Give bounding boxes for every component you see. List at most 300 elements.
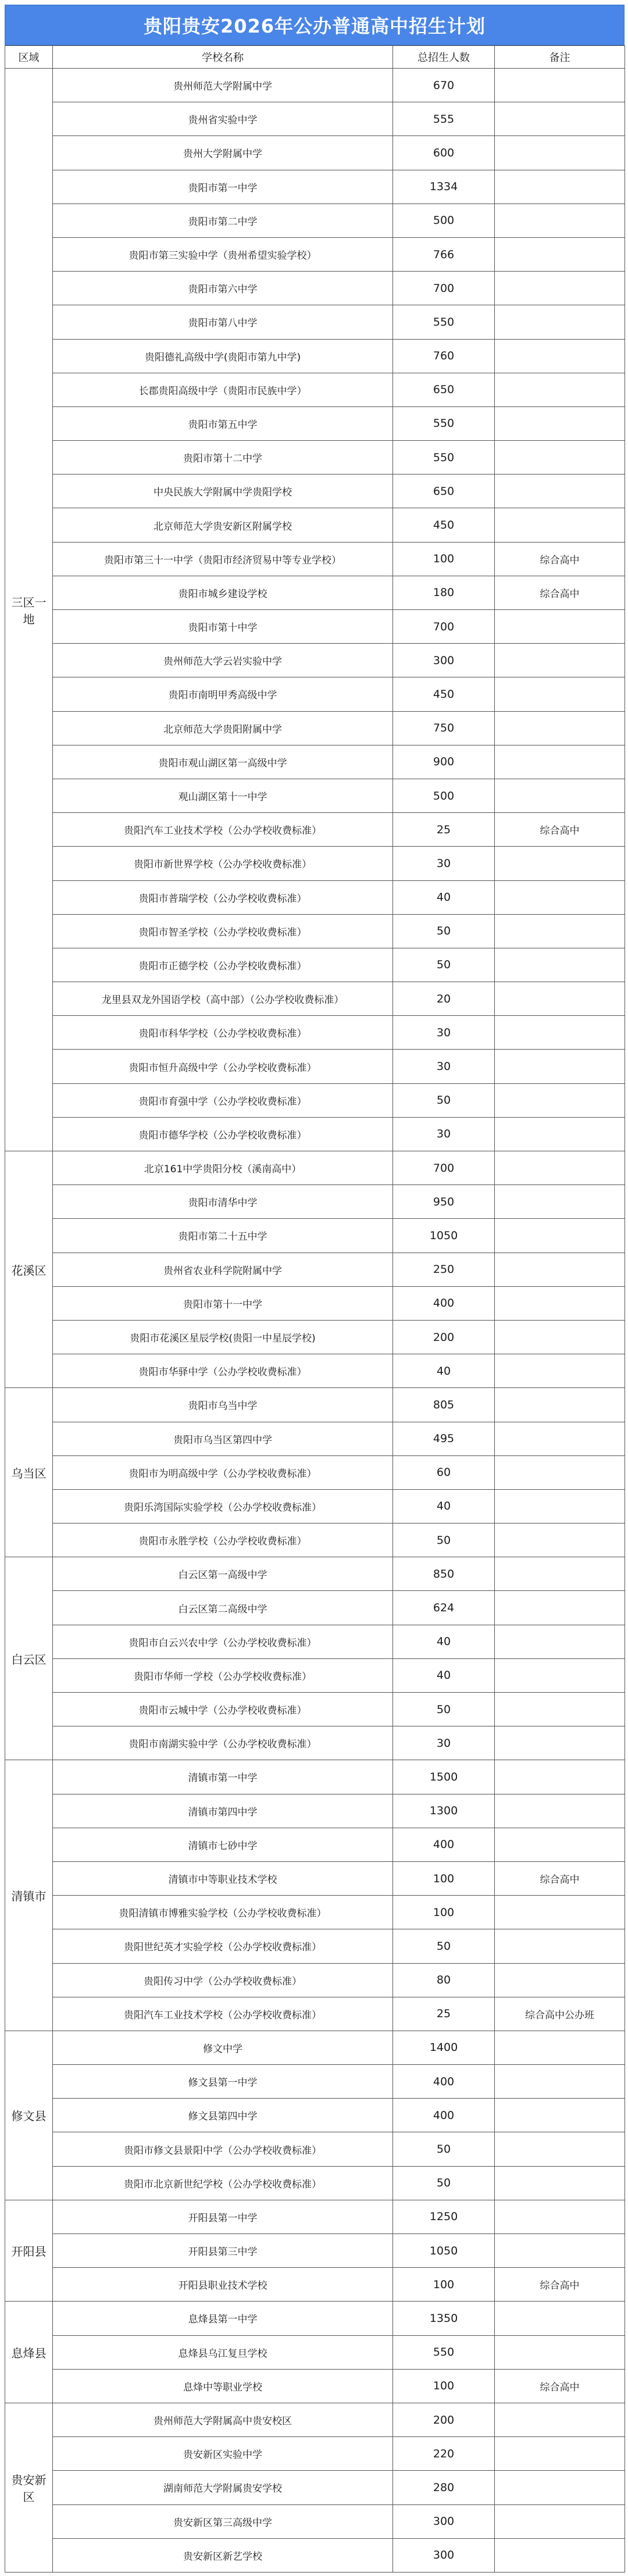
school-name-cell: 长郡贵阳高级中学（贵阳市民族中学） [53,373,393,406]
table-row [5,2132,625,2166]
note-cell [495,1455,625,1489]
school-name-cell: 贵阳市永胜学校（公办学校收费标准） [53,1524,393,1557]
enrollment-table [5,45,625,2573]
enrollment-count-cell: 400 [393,1828,495,1861]
note-cell [495,610,625,644]
note-cell [495,170,625,204]
table-row [5,272,625,305]
table-row [5,1591,625,1625]
school-name-cell: 贵阳市北京新世纪学校（公办学校收费标准） [53,2166,393,2200]
enrollment-count-cell: 40 [393,1625,495,1658]
enrollment-count-cell: 500 [393,779,495,812]
table-row [5,2099,625,2132]
note-cell [495,779,625,812]
school-name-cell: 贵州师范大学云岩实验中学 [53,644,393,677]
enrollment-count-cell: 1050 [393,2234,495,2268]
table-row [5,1489,625,1523]
school-name-cell: 观山湖区第十一中学 [53,779,393,812]
school-name-cell: 息烽县第一中学 [53,2302,393,2335]
school-name-cell: 贵阳市清华中学 [53,1185,393,1219]
enrollment-count-cell: 25 [393,813,495,847]
note-cell [495,1557,625,1591]
page-title: 贵阳贵安2026年公办普通高中招生计划 [5,5,625,45]
note-cell [495,2302,625,2335]
note-cell: 综合高中公办班 [495,1997,625,2031]
school-name-cell: 贵阳市第十二中学 [53,441,393,474]
note-cell [495,1320,625,1354]
table-row [5,1354,625,1388]
table-row [5,644,625,677]
table-row [5,136,625,170]
table-row [5,542,625,576]
table-row [5,677,625,711]
school-name-cell: 贵阳市第五中学 [53,406,393,440]
note-cell [495,1693,625,1726]
school-name-cell: 贵阳清镇市博雅实验学校（公办学校收费标准） [53,1896,393,1929]
table-row [5,1896,625,1929]
enrollment-count-cell: 550 [393,441,495,474]
table-row [5,1083,625,1117]
enrollment-count-cell: 1500 [393,1760,495,1794]
school-name-cell: 开阳县第三中学 [53,2234,393,2268]
note-cell [495,204,625,237]
note-cell [495,745,625,779]
enrollment-count-cell: 400 [393,1286,495,1320]
note-cell [495,914,625,948]
enrollment-count-cell: 200 [393,2403,495,2436]
school-name-cell: 贵安新区实验中学 [53,2437,393,2471]
school-name-cell: 贵州省实验中学 [53,102,393,136]
note-cell [495,1794,625,1828]
note-cell [495,1219,625,1253]
table-row [5,102,625,136]
note-cell [495,1388,625,1422]
table-row [5,2031,625,2064]
note-cell [495,847,625,880]
school-name-cell: 北京师范大学贵阳附属中学 [53,711,393,745]
enrollment-count-cell: 1350 [393,2302,495,2335]
enrollment-count-cell: 650 [393,474,495,508]
table-row [5,1253,625,1286]
enrollment-count-cell: 40 [393,1354,495,1388]
school-name-cell: 息烽县乌江复旦学校 [53,2335,393,2369]
school-name-cell: 息烽中等职业学校 [53,2369,393,2403]
school-name-cell: 贵阳市第二中学 [53,204,393,237]
school-name-cell: 贵阳市乌当中学 [53,1388,393,1422]
enrollment-count-cell: 650 [393,373,495,406]
enrollment-count-cell: 50 [393,914,495,948]
table-row [5,1693,625,1726]
enrollment-count-cell: 600 [393,136,495,170]
school-name-cell: 贵阳市华师一学校（公办学校收费标准） [53,1658,393,1692]
note-cell [495,2166,625,2200]
note-cell [495,1117,625,1151]
table-row [5,2335,625,2369]
region-cell: 息烽县 [5,2302,53,2403]
enrollment-count-cell: 400 [393,2099,495,2132]
table-row [5,1963,625,1997]
table-row [5,1929,625,1963]
enrollment-count-cell: 200 [393,1320,495,1354]
note-cell [495,677,625,711]
enrollment-count-cell: 805 [393,1388,495,1422]
table-row [5,1794,625,1828]
enrollment-count-cell: 20 [393,982,495,1016]
school-name-cell: 北京师范大学贵安新区附属学校 [53,508,393,542]
enrollment-count-cell: 670 [393,69,495,102]
table-header [5,46,625,69]
table-row [5,2403,625,2436]
note-cell [495,1828,625,1861]
table-row [5,373,625,406]
school-name-cell: 贵阳市第三十一中学（贵阳市经济贸易中等专业学校） [53,542,393,576]
table-row [5,2538,625,2572]
note-cell [495,1524,625,1557]
school-name-cell: 贵阳市正德学校（公办学校收费标准） [53,948,393,982]
enrollment-count-cell: 50 [393,1929,495,1963]
note-cell [495,339,625,373]
note-cell [495,644,625,677]
note-cell [495,1185,625,1219]
enrollment-count-cell: 950 [393,1185,495,1219]
table-row [5,880,625,914]
table-row [5,2200,625,2234]
enrollment-count-cell: 30 [393,1016,495,1050]
table-row [5,2504,625,2538]
enrollment-count-cell: 100 [393,1896,495,1929]
region-cell: 贵安新区 [5,2403,53,2572]
note-cell: 综合高中 [495,2369,625,2403]
table-row [5,914,625,948]
school-name-cell: 贵阳市南明甲秀高级中学 [53,677,393,711]
note-cell [495,237,625,271]
table-row [5,2302,625,2335]
school-name-cell: 贵安新区新艺学校 [53,2538,393,2572]
school-name-cell: 贵阳传习中学（公办学校收费标准） [53,1963,393,1997]
table-row [5,2268,625,2302]
enrollment-count-cell: 40 [393,1658,495,1692]
table-row [5,1828,625,1861]
note-cell [495,508,625,542]
enrollment-count-cell: 50 [393,1524,495,1557]
enrollment-count-cell: 300 [393,2538,495,2572]
school-name-cell: 贵阳市南湖实验中学（公办学校收费标准） [53,1726,393,1760]
school-name-cell: 贵阳市普瑞学校（公办学校收费标准） [53,880,393,914]
note-cell [495,948,625,982]
enrollment-count-cell: 1400 [393,2031,495,2064]
table-body [5,69,625,2573]
column-header-note: 备注 [495,46,625,69]
note-cell: 综合高中 [495,542,625,576]
enrollment-plan-document [5,5,625,2573]
school-name-cell: 贵阳市白云兴农中学（公办学校收费标准） [53,1625,393,1658]
table-row [5,813,625,847]
note-cell [495,1489,625,1523]
enrollment-count-cell: 900 [393,745,495,779]
note-cell [495,1726,625,1760]
enrollment-count-cell: 766 [393,237,495,271]
column-header-region: 区域 [5,46,53,69]
table-row [5,1388,625,1422]
note-cell [495,102,625,136]
enrollment-count-cell: 30 [393,1117,495,1151]
enrollment-count-cell: 624 [393,1591,495,1625]
school-name-cell: 贵阳世纪英才实验学校（公办学校收费标准） [53,1929,393,1963]
school-name-cell: 湖南师范大学附属贵安学校 [53,2471,393,2504]
note-cell [495,2538,625,2572]
school-name-cell: 贵阳汽车工业技术学校（公办学校收费标准） [53,813,393,847]
table-row [5,474,625,508]
note-cell [495,1896,625,1929]
enrollment-count-cell: 400 [393,2065,495,2099]
enrollment-count-cell: 40 [393,1489,495,1523]
school-name-cell: 贵阳市观山湖区第一高级中学 [53,745,393,779]
note-cell [495,474,625,508]
school-name-cell: 贵阳市第八中学 [53,305,393,339]
school-name-cell: 贵州师范大学附属高中贵安校区 [53,2403,393,2436]
note-cell [495,1016,625,1050]
enrollment-count-cell: 100 [393,1861,495,1895]
note-cell [495,1151,625,1185]
table-row [5,745,625,779]
enrollment-count-cell: 50 [393,1693,495,1726]
school-name-cell: 贵阳市第十一中学 [53,1286,393,1320]
table-row [5,1117,625,1151]
school-name-cell: 贵阳市乌当区第四中学 [53,1422,393,1455]
note-cell [495,1625,625,1658]
school-name-cell: 贵阳市华驿中学（公办学校收费标准） [53,1354,393,1388]
school-name-cell: 贵阳市德华学校（公办学校收费标准） [53,1117,393,1151]
table-row [5,1557,625,1591]
note-cell [495,711,625,745]
enrollment-count-cell: 25 [393,1997,495,2031]
table-row [5,441,625,474]
table-row [5,1625,625,1658]
enrollment-count-cell: 555 [393,102,495,136]
column-header-count: 总招生人数 [393,46,495,69]
note-cell [495,2200,625,2234]
table-row [5,576,625,609]
enrollment-count-cell: 850 [393,1557,495,1591]
enrollment-count-cell: 700 [393,610,495,644]
table-row [5,69,625,102]
table-row [5,1997,625,2031]
enrollment-count-cell: 30 [393,1726,495,1760]
enrollment-count-cell: 80 [393,1963,495,1997]
enrollment-count-cell: 100 [393,542,495,576]
note-cell [495,1963,625,1997]
column-header-school: 学校名称 [53,46,393,69]
table-row [5,406,625,440]
school-name-cell: 贵阳市云城中学（公办学校收费标准） [53,1693,393,1726]
region-cell: 花溪区 [5,1151,53,1388]
table-row [5,2471,625,2504]
school-name-cell: 开阳县职业技术学校 [53,2268,393,2302]
enrollment-count-cell: 300 [393,2504,495,2538]
school-name-cell: 贵安新区第三高级中学 [53,2504,393,2538]
table-row [5,948,625,982]
note-cell: 综合高中 [495,2268,625,2302]
school-name-cell: 修文县第一中学 [53,2065,393,2099]
enrollment-count-cell: 100 [393,2369,495,2403]
table-row [5,1658,625,1692]
school-name-cell: 修文县第四中学 [53,2099,393,2132]
school-name-cell: 贵阳市第三实验中学（贵州希望实验学校） [53,237,393,271]
enrollment-count-cell: 50 [393,1083,495,1117]
school-name-cell: 龙里县双龙外国语学校（高中部）（公办学校收费标准） [53,982,393,1016]
table-row [5,237,625,271]
table-row [5,2437,625,2471]
enrollment-count-cell: 50 [393,2166,495,2200]
note-cell [495,2132,625,2166]
enrollment-count-cell: 700 [393,272,495,305]
note-cell [495,272,625,305]
note-cell [495,69,625,102]
enrollment-count-cell: 300 [393,644,495,677]
school-name-cell: 修文中学 [53,2031,393,2064]
table-row [5,610,625,644]
table-row [5,2234,625,2268]
note-cell [495,1658,625,1692]
enrollment-count-cell: 450 [393,508,495,542]
school-name-cell: 清镇市第一中学 [53,1760,393,1794]
school-name-cell: 白云区第一高级中学 [53,1557,393,1591]
enrollment-count-cell: 550 [393,406,495,440]
school-name-cell: 贵阳德礼高级中学(贵阳市第九中学) [53,339,393,373]
school-name-cell: 中央民族大学附属中学贵阳学校 [53,474,393,508]
school-name-cell: 贵阳市新世界学校（公办学校收费标准） [53,847,393,880]
table-row [5,982,625,1016]
note-cell [495,1760,625,1794]
note-cell: 综合高中 [495,1861,625,1895]
note-cell: 综合高中 [495,813,625,847]
note-cell [495,406,625,440]
note-cell [495,1050,625,1083]
enrollment-count-cell: 550 [393,305,495,339]
school-name-cell: 贵阳市城乡建设学校 [53,576,393,609]
region-cell: 白云区 [5,1557,53,1760]
table-row [5,1422,625,1455]
table-row [5,1016,625,1050]
note-cell [495,2065,625,2099]
school-name-cell: 白云区第二高级中学 [53,1591,393,1625]
enrollment-count-cell: 1250 [393,2200,495,2234]
enrollment-count-cell: 700 [393,1151,495,1185]
school-name-cell: 贵阳市第六中学 [53,272,393,305]
note-cell [495,2403,625,2436]
note-cell [495,2335,625,2369]
enrollment-count-cell: 1334 [393,170,495,204]
region-cell: 三区一地 [5,69,53,1151]
school-name-cell: 贵州省农业科学院附属中学 [53,1253,393,1286]
school-name-cell: 清镇市第四中学 [53,1794,393,1828]
table-row [5,1050,625,1083]
note-cell [495,2099,625,2132]
table-row [5,1185,625,1219]
school-name-cell: 贵阳市修文县景阳中学（公办学校收费标准） [53,2132,393,2166]
note-cell [495,1083,625,1117]
table-row [5,1524,625,1557]
note-cell [495,1253,625,1286]
note-cell [495,1422,625,1455]
school-name-cell: 贵阳市第一中学 [53,170,393,204]
table-row [5,1760,625,1794]
school-name-cell: 北京161中学贵阳分校（溪南高中） [53,1151,393,1185]
note-cell [495,305,625,339]
enrollment-count-cell: 450 [393,677,495,711]
note-cell [495,441,625,474]
school-name-cell: 贵阳市花溪区星辰学校(贵阳一中星辰学校) [53,1320,393,1354]
table-row [5,1320,625,1354]
table-row [5,305,625,339]
school-name-cell: 开阳县第一中学 [53,2200,393,2234]
note-cell [495,373,625,406]
school-name-cell: 贵阳市智圣学校（公办学校收费标准） [53,914,393,948]
enrollment-count-cell: 180 [393,576,495,609]
note-cell: 综合高中 [495,576,625,609]
enrollment-count-cell: 30 [393,847,495,880]
school-name-cell: 贵阳乐湾国际实验学校（公办学校收费标准） [53,1489,393,1523]
note-cell [495,982,625,1016]
table-row [5,1219,625,1253]
table-row [5,508,625,542]
region-cell: 修文县 [5,2031,53,2200]
note-cell [495,1286,625,1320]
note-cell [495,2437,625,2471]
school-name-cell: 贵阳市为明高级中学（公办学校收费标准） [53,1455,393,1489]
enrollment-count-cell: 1050 [393,1219,495,1253]
enrollment-count-cell: 760 [393,339,495,373]
enrollment-count-cell: 250 [393,1253,495,1286]
school-name-cell: 清镇市中等职业技术学校 [53,1861,393,1895]
enrollment-count-cell: 1300 [393,1794,495,1828]
note-cell [495,2504,625,2538]
table-row [5,1151,625,1185]
enrollment-count-cell: 40 [393,880,495,914]
enrollment-count-cell: 30 [393,1050,495,1083]
table-row [5,2065,625,2099]
table-row [5,1861,625,1895]
note-cell [495,1354,625,1388]
enrollment-count-cell: 50 [393,2132,495,2166]
table-row [5,779,625,812]
enrollment-count-cell: 280 [393,2471,495,2504]
table-row [5,204,625,237]
school-name-cell: 贵阳市恒升高级中学（公办学校收费标准） [53,1050,393,1083]
table-row [5,1455,625,1489]
school-name-cell: 清镇市七砂中学 [53,1828,393,1861]
table-row [5,711,625,745]
school-name-cell: 贵阳市科华学校（公办学校收费标准） [53,1016,393,1050]
enrollment-count-cell: 50 [393,948,495,982]
enrollment-count-cell: 60 [393,1455,495,1489]
table-row [5,847,625,880]
note-cell [495,2234,625,2268]
table-row [5,339,625,373]
table-row [5,2166,625,2200]
enrollment-count-cell: 100 [393,2268,495,2302]
school-name-cell: 贵州大学附属中学 [53,136,393,170]
region-cell: 乌当区 [5,1388,53,1557]
enrollment-count-cell: 500 [393,204,495,237]
enrollment-count-cell: 550 [393,2335,495,2369]
table-row [5,1286,625,1320]
note-cell [495,1591,625,1625]
school-name-cell: 贵阳市育强中学（公办学校收费标准） [53,1083,393,1117]
school-name-cell: 贵阳市第十中学 [53,610,393,644]
school-name-cell: 贵州师范大学附属中学 [53,69,393,102]
note-cell [495,2471,625,2504]
